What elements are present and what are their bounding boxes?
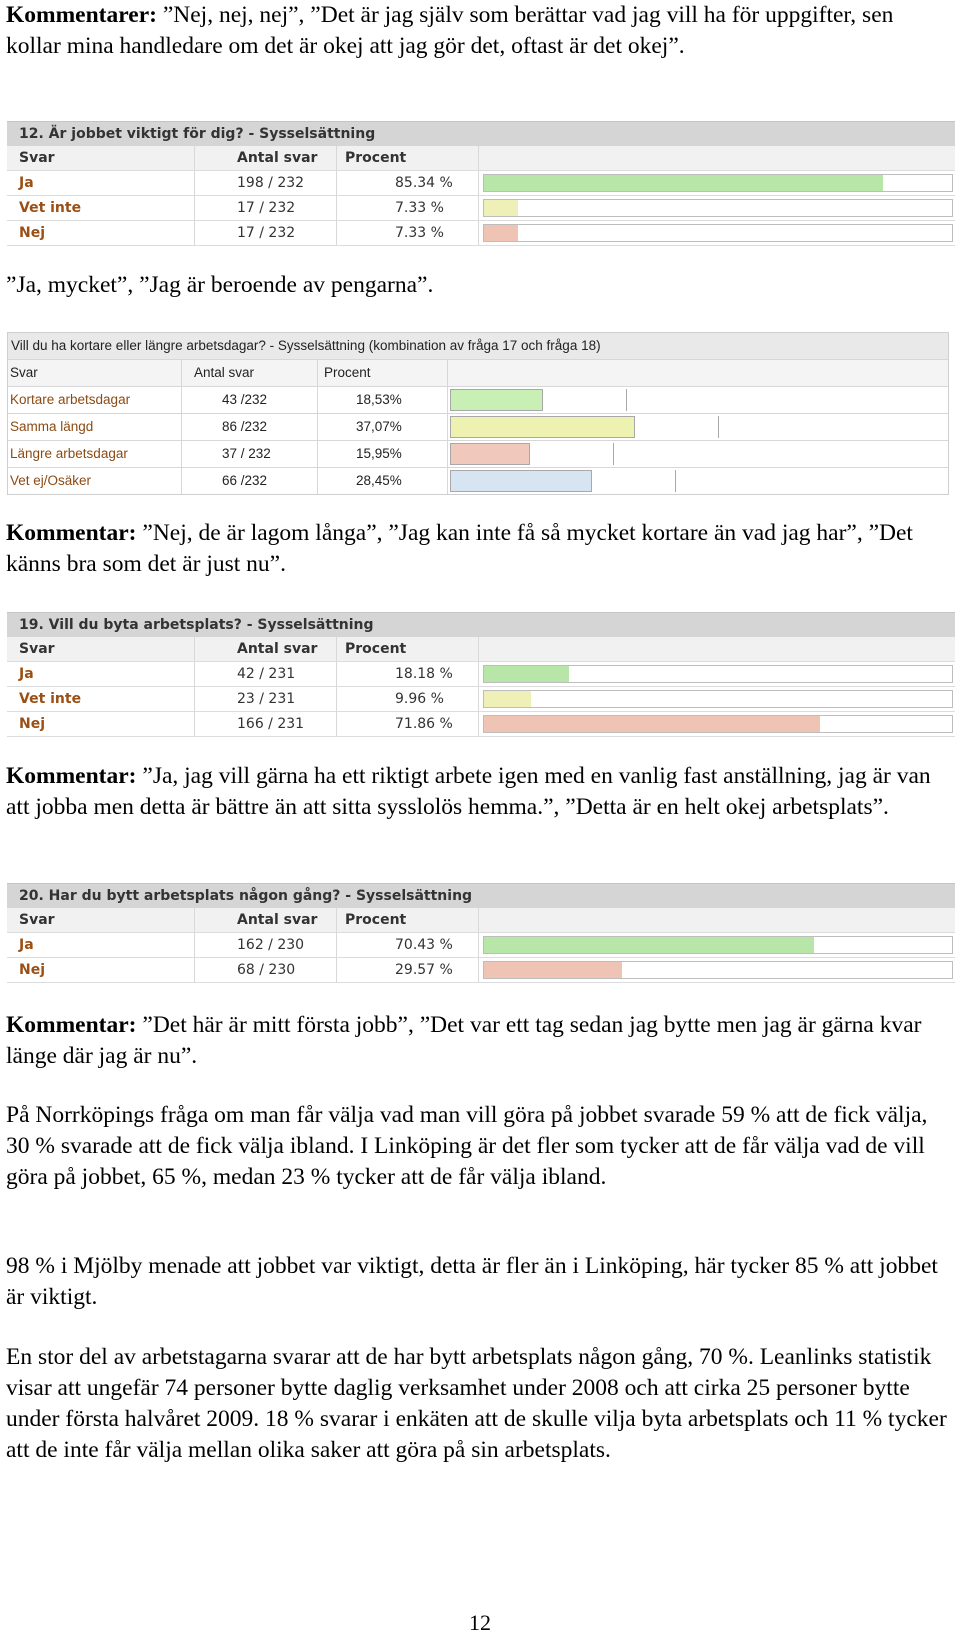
percent-bar-track [483,936,953,954]
answer-count: 23 / 231 [195,687,337,711]
comment-text: ”Det här är mitt första jobb”, ”Det var ett tag sedan jag bytte men jag är gärna kvar länge där jag är nu”. [6,1012,922,1069]
table-row [8,467,948,494]
percent-bar-fill [450,389,543,411]
table-row [7,687,955,712]
percent-bar-track [483,199,953,217]
percent-bar-end [613,443,614,465]
percent-bar-fill [484,175,883,191]
answer-count: 162 / 230 [195,933,337,957]
column-header: Antal svar [195,637,337,661]
comment-text: ”Nej, nej, nej”, ”Det är jag själv som berättar vad jag vill ha för uppgifter, sen kollar mina handledare om det är okej att jag gör det, oftast är det okej”. [6,2,894,59]
comment-paragraph-3 [6,761,954,823]
answer-count: 86 /232 [182,414,318,440]
answer-label: Ja [7,662,195,686]
answer-label: Nej [7,712,195,736]
column-header: Antal svar [195,908,337,932]
percent-bar-track [483,715,953,733]
answer-percent: 18,53% [318,387,448,413]
bar-cell [479,221,955,245]
percent-bar-fill [484,666,569,682]
comment-label: Kommentar: [6,520,137,546]
body-paragraph-1 [6,1100,954,1193]
answer-percent: 9.96 % [337,687,479,711]
bar-cell [479,933,955,957]
column-header: Svar [7,637,195,661]
percent-bar-fill [450,443,530,465]
header-spacer [479,637,955,661]
bar-cell [479,687,955,711]
answer-count: 166 / 231 [195,712,337,736]
column-header: Svar [7,908,195,932]
bar-cell [448,387,948,413]
survey-table-19 [7,612,955,737]
percent-bar-end [626,389,627,411]
table-title: 19. Vill du byta arbetsplats? - Sysselsättning [7,612,955,637]
survey-table-workday [7,332,949,495]
table-row [7,958,955,983]
answer-percent: 15,95% [318,441,448,467]
comment-text: ”Ja, jag vill gärna ha ett riktigt arbete igen med en vanlig fast anställning, jag är van att jobba men detta är bättre än att sitta sysslolös hemma.”, ”Detta är en helt okej arbetsplats”. [6,763,931,820]
answer-label: Vet inte [7,196,195,220]
answer-count: 198 / 232 [195,171,337,195]
bar-cell [448,414,948,440]
percent-bar-track [483,174,953,192]
percent-bar-fill [450,416,635,438]
answer-count: 17 / 232 [195,196,337,220]
comment-paragraph-1 [6,0,954,62]
body-text: En stor del av arbetstagarna svarar att de har bytt arbetsplats någon gång, 70 %. Leanlinks statistik visar att ungefär 74 personer bytte daglig verksamhet under 2008 och att cirka 25 personer bytte under första halvåret 2009. 18 % svarar i enkäten att de skulle vilja byta arbetsplats och 11 % tycker att de inte får välja mellan olika saker att göra på sin arbetsplats. [6,1344,947,1463]
column-header: Procent [337,908,479,932]
percent-bar-track [483,690,953,708]
percent-bar-end [675,470,676,492]
answer-percent: 7.33 % [337,196,479,220]
quote-paragraph [6,270,954,301]
answer-percent: 28,45% [318,468,448,494]
column-header: Antal svar [182,360,318,386]
table-row [7,221,955,246]
answer-percent: 29.57 % [337,958,479,982]
answer-percent: 70.43 % [337,933,479,957]
percent-bar-track [483,665,953,683]
answer-label: Ja [7,171,195,195]
table-title: 20. Har du bytt arbetsplats någon gång? - Sysselsättning [7,883,955,908]
column-header: Procent [337,637,479,661]
comment-paragraph-2 [6,518,954,580]
answer-percent: 7.33 % [337,221,479,245]
table-row [8,386,948,413]
survey-table-20 [7,883,955,983]
answer-label: Ja [7,933,195,957]
table-header-row [7,908,955,933]
column-header: Svar [8,360,182,386]
body-paragraph-2 [6,1251,954,1313]
bar-cell [448,468,948,494]
percent-bar-end [718,416,719,438]
column-header: Procent [318,360,448,386]
answer-count: 66 /232 [182,468,318,494]
percent-bar-fill [484,200,518,216]
table-header-row [7,146,955,171]
table-row [8,413,948,440]
percent-bar-fill [484,225,518,241]
table-row [7,712,955,737]
header-spacer [448,360,948,386]
table-row [7,171,955,196]
answer-count: 43 /232 [182,387,318,413]
comment-paragraph-4 [6,1010,954,1072]
survey-table-12 [7,121,955,246]
column-header: Svar [7,146,195,170]
comment-label: Kommentar: [6,763,137,789]
answer-percent: 18.18 % [337,662,479,686]
answer-label: Nej [7,958,195,982]
answer-percent: 37,07% [318,414,448,440]
table-row [7,933,955,958]
percent-bar-fill [484,937,814,953]
bar-cell [479,662,955,686]
header-spacer [479,146,955,170]
body-paragraph-3 [6,1342,954,1466]
bar-cell [479,196,955,220]
bar-cell [479,958,955,982]
page-number: 12 [469,1610,491,1635]
column-header: Procent [337,146,479,170]
body-text: 98 % i Mjölby menade att jobbet var viktigt, detta är fler än i Linköping, här tycker 85 % att jobbet är viktigt. [6,1253,938,1310]
quote-text: ”Ja, mycket”, ”Jag är beroende av pengarna”. [6,272,434,298]
comment-label: Kommentar: [6,1012,137,1038]
percent-bar-track [483,961,953,979]
bar-cell [448,441,948,467]
percent-bar-fill [484,691,531,707]
table-header-row [8,359,948,386]
percent-bar-fill [450,470,592,492]
comment-text: ”Nej, de är lagom långa”, ”Jag kan inte få så mycket kortare än vad jag har”, ”Det känns bra som det är just nu”. [6,520,913,577]
answer-count: 37 / 232 [182,441,318,467]
answer-label: Vet ej/Osäker [8,468,182,494]
percent-bar-track [483,224,953,242]
answer-label: Nej [7,221,195,245]
answer-percent: 71.86 % [337,712,479,736]
body-text: På Norrköpings fråga om man får välja vad man vill göra på jobbet svarade 59 % att de fick välja, 30 % svarade att de fick välja ibland. I Linköping är det fler som tycker att de får välja vad de vill göra på jobbet, 65 %, medan 23 % tycker att de får välja ibland. [6,1102,928,1190]
table-row [8,440,948,467]
answer-label: Vet inte [7,687,195,711]
comment-label: Kommentarer: [6,2,157,28]
column-header: Antal svar [195,146,337,170]
answer-count: 68 / 230 [195,958,337,982]
header-spacer [479,908,955,932]
table-title: Vill du ha kortare eller längre arbetsdagar? - Sysselsättning (kombination av fråga 17 och fråga 18) [8,333,948,359]
answer-label: Kortare arbetsdagar [8,387,182,413]
percent-bar-fill [484,962,622,978]
answer-label: Längre arbetsdagar [8,441,182,467]
percent-bar-fill [484,716,820,732]
answer-percent: 85.34 % [337,171,479,195]
table-row [7,662,955,687]
table-row [7,196,955,221]
table-header-row [7,637,955,662]
answer-count: 17 / 232 [195,221,337,245]
bar-cell [479,712,955,736]
table-title: 12. Är jobbet viktigt för dig? - Sysselsättning [7,121,955,146]
bar-cell [479,171,955,195]
answer-label: Samma längd [8,414,182,440]
answer-count: 42 / 231 [195,662,337,686]
